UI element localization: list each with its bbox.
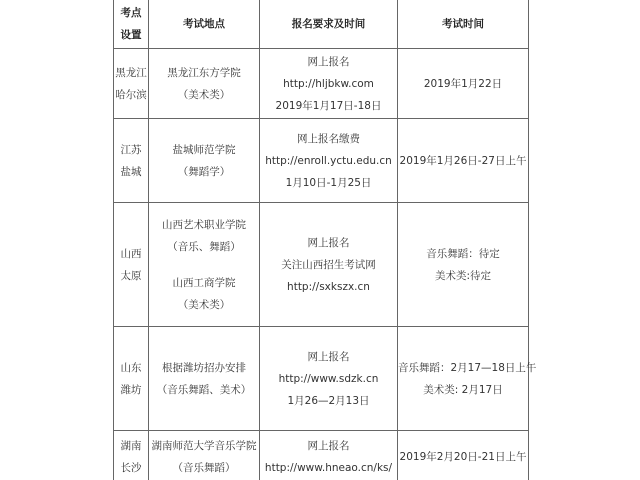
site-line: 江苏 bbox=[120, 143, 142, 156]
registration-line: 网上报名 bbox=[307, 55, 350, 68]
header-exam-time: 考试时间 bbox=[398, 0, 529, 49]
place-line: 山西工商学院 bbox=[172, 276, 236, 289]
site-line: 太原 bbox=[120, 269, 142, 282]
cell-site bbox=[114, 431, 149, 480]
exam-time-line: 美术类:待定 bbox=[434, 269, 492, 282]
registration-line: http://hljbkw.com bbox=[283, 77, 374, 90]
registration-line: 关注山西招生考试网 bbox=[281, 258, 376, 271]
cell-registration bbox=[260, 119, 398, 203]
site-line: 潍坊 bbox=[120, 383, 142, 396]
place-line: 山西艺术职业学院 bbox=[162, 218, 246, 231]
registration-line: 网上报名 bbox=[307, 236, 350, 249]
exam-time-line: 音乐舞蹈：待定 bbox=[426, 247, 500, 260]
cell-exam-time bbox=[398, 431, 529, 480]
table-row bbox=[114, 203, 529, 327]
registration-line: 网上报名 bbox=[307, 440, 350, 452]
cell-place bbox=[149, 327, 260, 431]
place-line: （音乐舞蹈） bbox=[172, 462, 236, 474]
cell-place bbox=[149, 119, 260, 203]
exam-time-line: 2019年2月20日-21日上午 bbox=[399, 451, 527, 463]
registration-line: http://enroll.yctu.edu.cn bbox=[265, 154, 392, 167]
place-line: （音乐、舞蹈） bbox=[167, 240, 241, 253]
place-line: 湖南师范大学音乐学院 bbox=[151, 440, 257, 452]
place-line: （舞蹈学） bbox=[177, 165, 231, 178]
cell-exam-time bbox=[398, 327, 537, 431]
cell-exam-time bbox=[398, 49, 529, 119]
registration-line: 网上报名 bbox=[307, 350, 350, 363]
site-line: 黑龙江 bbox=[115, 66, 147, 79]
cell-site bbox=[114, 119, 149, 203]
site-line: 哈尔滨 bbox=[115, 88, 147, 101]
place-line: 盐城师范学院 bbox=[172, 143, 236, 156]
table-row bbox=[114, 431, 529, 480]
registration-line: 2019年1月17日-18日 bbox=[275, 99, 382, 112]
exam-time-line: 2019年1月22日 bbox=[423, 77, 503, 90]
header-place: 考试地点 bbox=[149, 0, 260, 49]
spacer bbox=[149, 258, 259, 272]
place-line: （音乐舞蹈、美术） bbox=[156, 383, 252, 396]
place-line: （美术类） bbox=[177, 88, 231, 101]
place-line: 根据潍坊招办安排 bbox=[162, 361, 246, 374]
registration-line: http://www.hneao.cn/ks/ bbox=[264, 462, 393, 474]
site-line: 盐城 bbox=[120, 165, 142, 178]
registration-line: http://sxkszx.cn bbox=[287, 280, 370, 293]
header-site-line1: 考点 bbox=[120, 6, 142, 19]
exam-schedule-table bbox=[113, 0, 537, 480]
place-line: （美术类） bbox=[177, 298, 231, 311]
cell-site bbox=[114, 203, 149, 327]
cell-place bbox=[149, 203, 260, 327]
header-site-line2: 设置 bbox=[120, 28, 142, 41]
header-registration: 报名要求及时间 bbox=[260, 0, 398, 49]
registration-line: http://www.sdzk.cn bbox=[278, 372, 379, 385]
exam-time-line: 2019年1月26日-27日上午 bbox=[399, 154, 527, 167]
cell-registration bbox=[260, 203, 398, 327]
cell-place bbox=[149, 49, 260, 119]
registration-line: 1月10日-1月25日 bbox=[285, 176, 372, 189]
site-line: 山东 bbox=[120, 361, 142, 374]
cell-registration bbox=[260, 49, 398, 119]
cell-exam-time bbox=[398, 203, 529, 327]
table-row bbox=[114, 49, 529, 119]
site-line: 山西 bbox=[120, 247, 142, 260]
table-row bbox=[114, 119, 529, 203]
table-row bbox=[114, 327, 529, 431]
cell-registration bbox=[260, 327, 398, 431]
cell-site bbox=[114, 49, 149, 119]
place-line: 黑龙江东方学院 bbox=[167, 66, 241, 79]
exam-time-line: 美术类: 2月17日 bbox=[423, 383, 503, 396]
header-site bbox=[114, 0, 149, 49]
site-line: 湖南 bbox=[120, 440, 142, 452]
header-row bbox=[114, 0, 529, 49]
cell-place bbox=[149, 431, 260, 480]
site-line: 长沙 bbox=[120, 462, 142, 474]
cell-registration bbox=[260, 431, 398, 480]
cell-site bbox=[114, 327, 149, 431]
registration-line: 1月26—2月13日 bbox=[287, 394, 370, 407]
cell-exam-time bbox=[398, 119, 529, 203]
registration-line: 网上报名缴费 bbox=[297, 132, 360, 145]
exam-time-line: 音乐舞蹈：2月17—18日上午 bbox=[398, 361, 537, 374]
